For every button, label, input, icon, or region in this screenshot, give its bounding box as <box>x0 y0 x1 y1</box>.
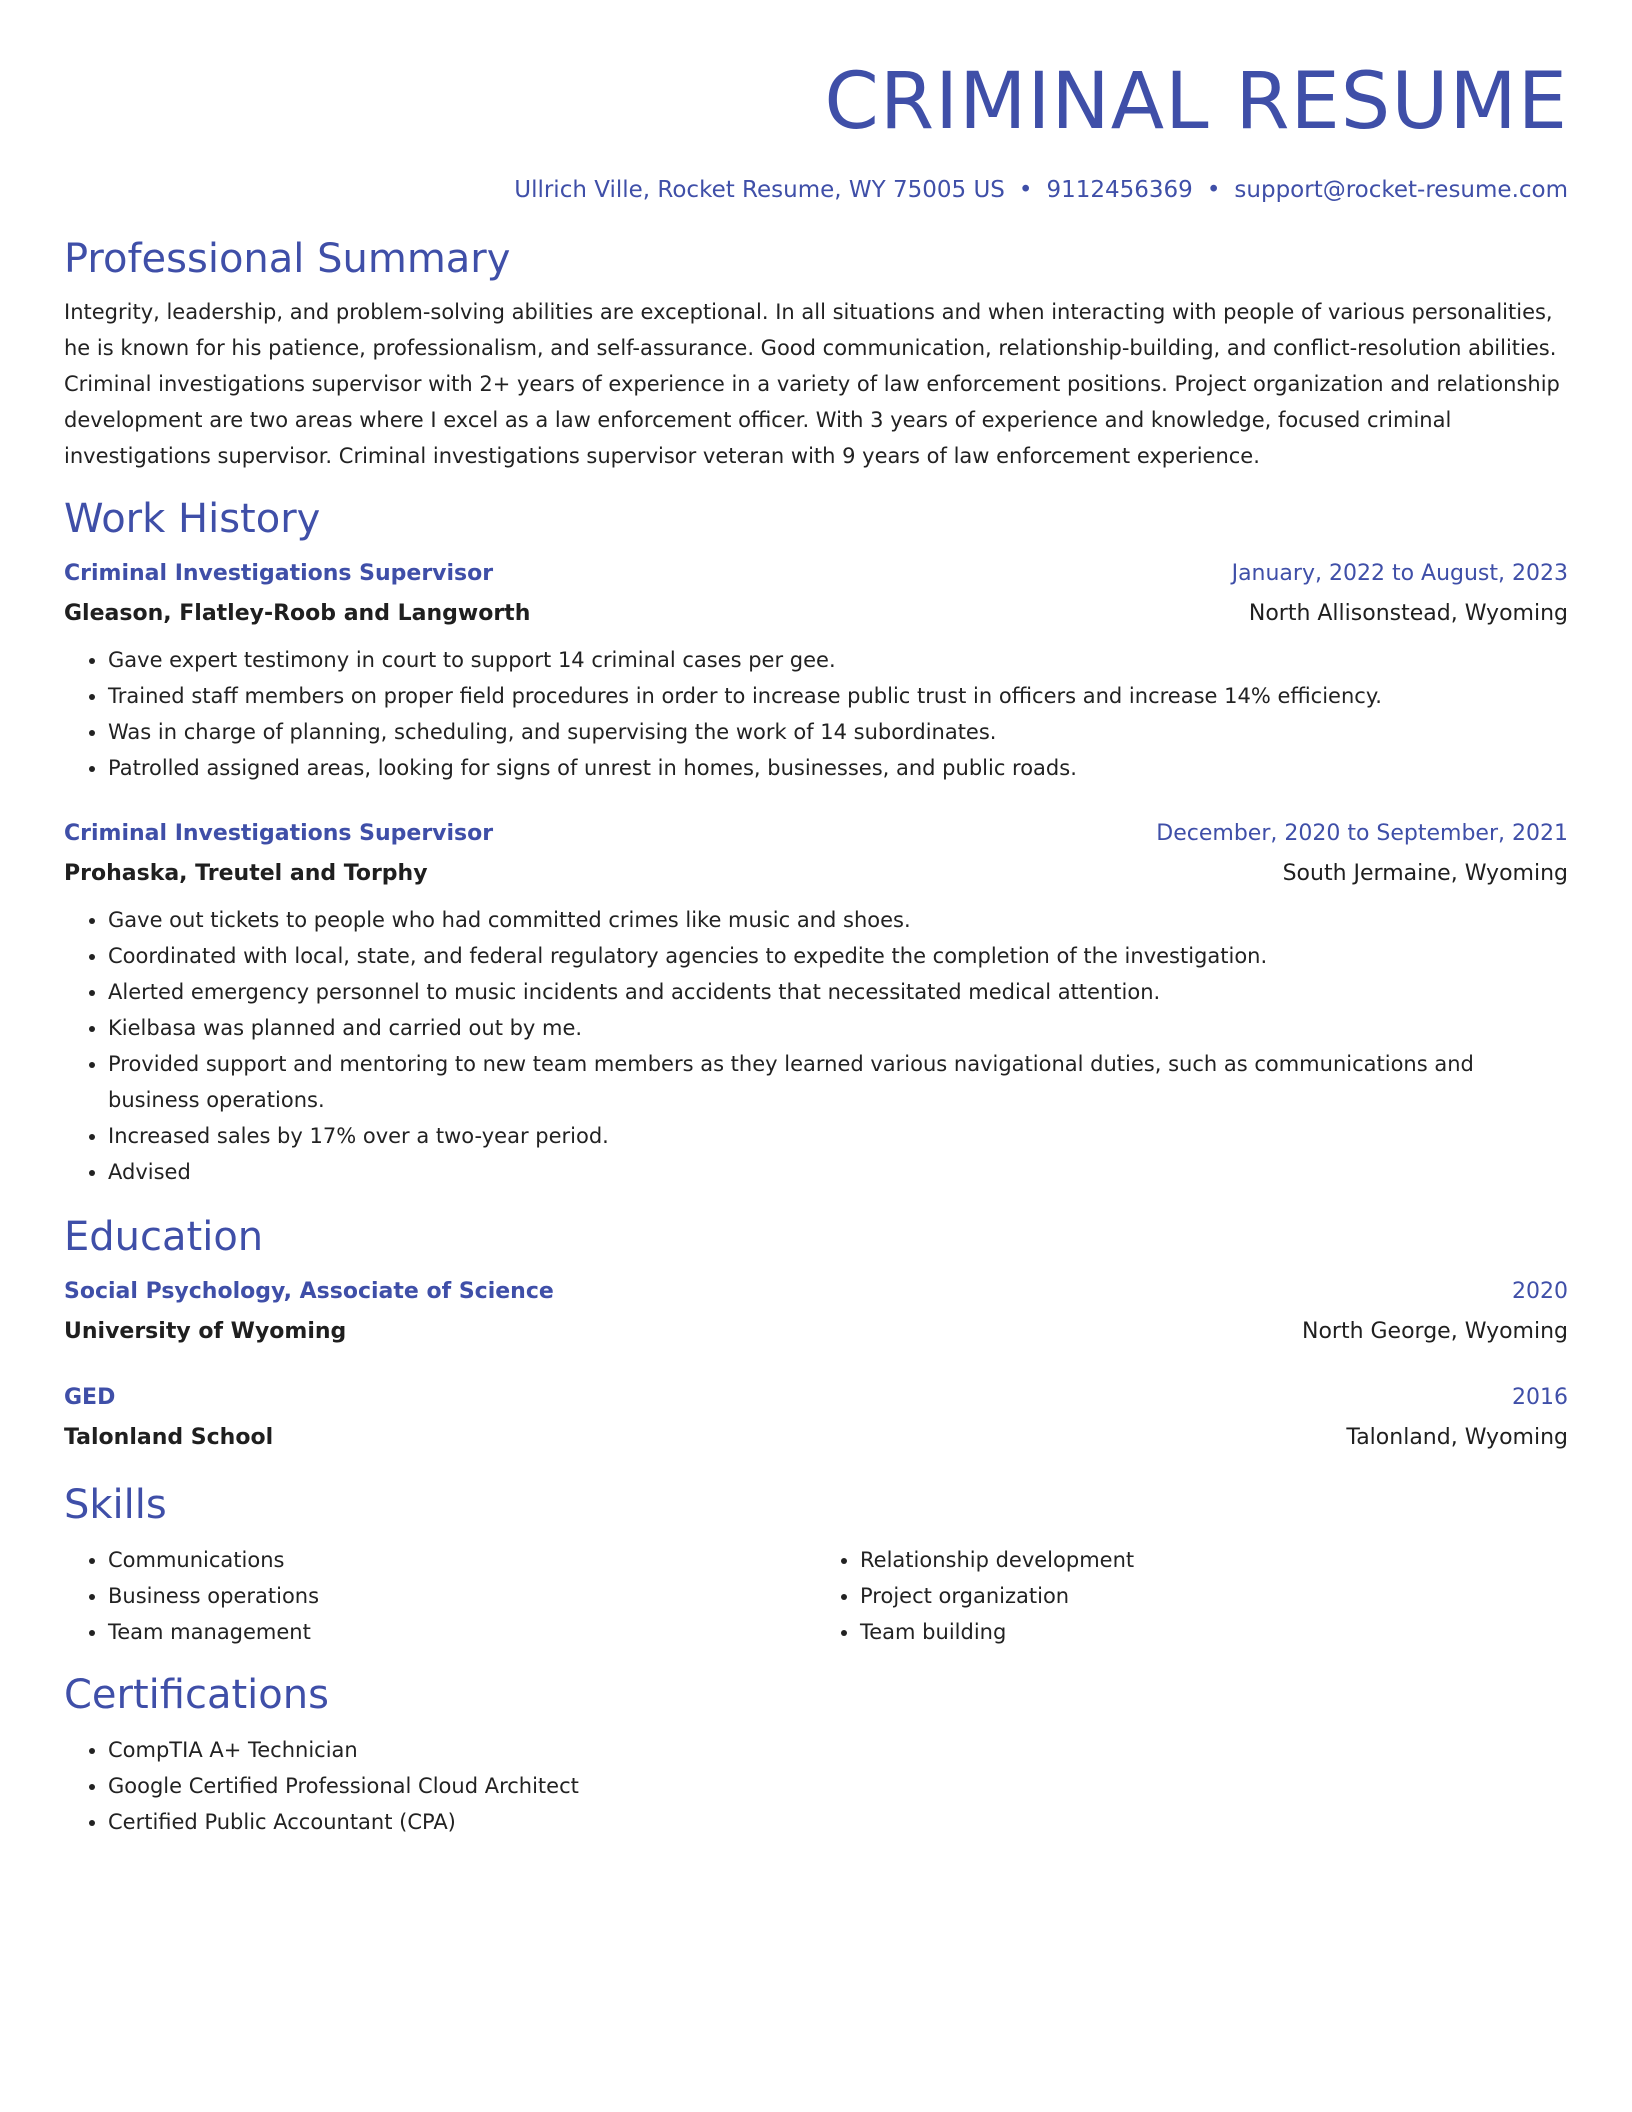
education-school: University of Wyoming <box>64 1319 347 1344</box>
education-year: 2020 <box>1512 1279 1568 1304</box>
contact-separator: • <box>1206 177 1221 203</box>
list-item: • Patrolled assigned areas, looking for signs of unrest in homes, businesses, and public roads. <box>108 750 1568 786</box>
job-dates: January, 2022 to August, 2023 <box>1231 561 1568 586</box>
list-item: • Alerted emergency personnel to music incidents and accidents that necessitated medical attention. <box>108 974 1568 1010</box>
list-item: • Increased sales by 17% over a two-year period. <box>108 1118 1568 1154</box>
education-school-row <box>64 1314 1568 1350</box>
list-item: • Certified Public Accountant (CPA) <box>108 1804 1568 1840</box>
list-item: • Advised <box>108 1154 1568 1190</box>
list-item: • Coordinated with local, state, and federal regulatory agencies to expedite the completion of the investigation. <box>108 938 1568 974</box>
resume-title: CRIMINAL RESUME <box>824 57 1568 147</box>
skills-list-right <box>816 1542 1568 1650</box>
list-item: • Provided support and mentoring to new team members as they learned various navigational duties, such as communications and business operations. <box>108 1046 1568 1118</box>
job-entry <box>64 816 1568 1190</box>
list-item: • Relationship development <box>860 1542 1568 1578</box>
education-location: North George, Wyoming <box>1301 1319 1568 1344</box>
list-item: • Communications <box>108 1542 816 1578</box>
list-item: • Kielbasa was planned and carried out by me. <box>108 1010 1568 1046</box>
section-title-summary: Professional Summary <box>64 236 511 282</box>
list-item: • Google Certified Professional Cloud Architect <box>108 1768 1568 1804</box>
job-org-row <box>64 596 1568 632</box>
job-location: North Allisonstead, Wyoming <box>1248 601 1568 626</box>
list-item: • Team management <box>108 1614 816 1650</box>
section-title-work: Work History <box>64 496 321 542</box>
work-section <box>64 492 1568 1190</box>
job-dates: December, 2020 to September, 2021 <box>1156 821 1568 846</box>
summary-text: Integrity, leadership, and problem-solving abilities are exceptional. In all situations and when interacting with people of various personalities, he is known for his patience, professionalism, and self-assurance. Good communication, relationship-building, and conflict-resolution abilities. Criminal investigations supervisor with 2+ years of experience in a variety of law enforcement positions. Project organization and relationship development are two areas where I excel as a law enforcement officer. With 3 years of experience and knowledge, focused criminal investigations supervisor. Criminal investigations supervisor veteran with 9 years of law enforcement experience. <box>64 300 1560 468</box>
education-degree: Social Psychology, Associate of Science <box>64 1279 554 1304</box>
education-school: Talonland School <box>64 1425 274 1450</box>
job-header-row <box>64 556 1568 592</box>
skills-list-left <box>64 1542 816 1650</box>
education-header-row <box>64 1380 1568 1416</box>
section-title-education: Education <box>64 1214 264 1260</box>
skills-grid <box>64 1532 1568 1650</box>
education-year: 2016 <box>1512 1385 1568 1410</box>
certifications-list <box>64 1732 1568 1840</box>
job-entry <box>64 556 1568 786</box>
job-bullets <box>64 642 1568 786</box>
education-header-row <box>64 1274 1568 1310</box>
list-item: • Gave expert testimony in court to support 14 criminal cases per gee. <box>108 642 1568 678</box>
resume-header <box>64 0 1568 206</box>
job-role: Criminal Investigations Supervisor <box>64 821 494 846</box>
list-item: • Project organization <box>860 1578 1568 1614</box>
education-degree: GED <box>64 1385 116 1410</box>
certifications-section <box>64 1668 1568 1840</box>
job-company: Gleason, Flatley-Roob and Langworth <box>64 601 531 626</box>
list-item: • Team building <box>860 1614 1568 1650</box>
summary-section <box>64 232 1568 474</box>
list-item: • CompTIA A+ Technician <box>108 1732 1568 1768</box>
list-item: • Was in charge of planning, scheduling, and supervising the work of 14 subordinates. <box>108 714 1568 750</box>
education-section <box>64 1210 1568 1456</box>
job-org-row <box>64 856 1568 892</box>
job-company: Prohaska, Treutel and Torphy <box>64 861 428 886</box>
list-item: • Business operations <box>108 1578 816 1614</box>
list-item: • Trained staff members on proper field procedures in order to increase public trust in officers and increase 14% efficiency. <box>108 678 1568 714</box>
list-item: • Gave out tickets to people who had committed crimes like music and shoes. <box>108 902 1568 938</box>
education-school-row <box>64 1420 1568 1456</box>
skills-section <box>64 1478 1568 1650</box>
contact-address: Ullrich Ville, Rocket Resume, WY 75005 US <box>514 177 1005 203</box>
job-role: Criminal Investigations Supervisor <box>64 561 494 586</box>
job-location: South Jermaine, Wyoming <box>1282 861 1568 886</box>
section-title-certifications: Certifications <box>64 1672 329 1718</box>
contact-line <box>64 174 1568 206</box>
education-entry <box>64 1380 1568 1456</box>
contact-separator: • <box>1018 177 1033 203</box>
contact-phone: 9112456369 <box>1046 177 1193 203</box>
education-entry <box>64 1274 1568 1350</box>
contact-email[interactable]: support@rocket-resume.com <box>1234 177 1568 203</box>
education-location: Talonland, Wyoming <box>1346 1425 1568 1450</box>
section-title-skills: Skills <box>64 1482 167 1528</box>
job-header-row <box>64 816 1568 852</box>
job-bullets <box>64 902 1568 1190</box>
